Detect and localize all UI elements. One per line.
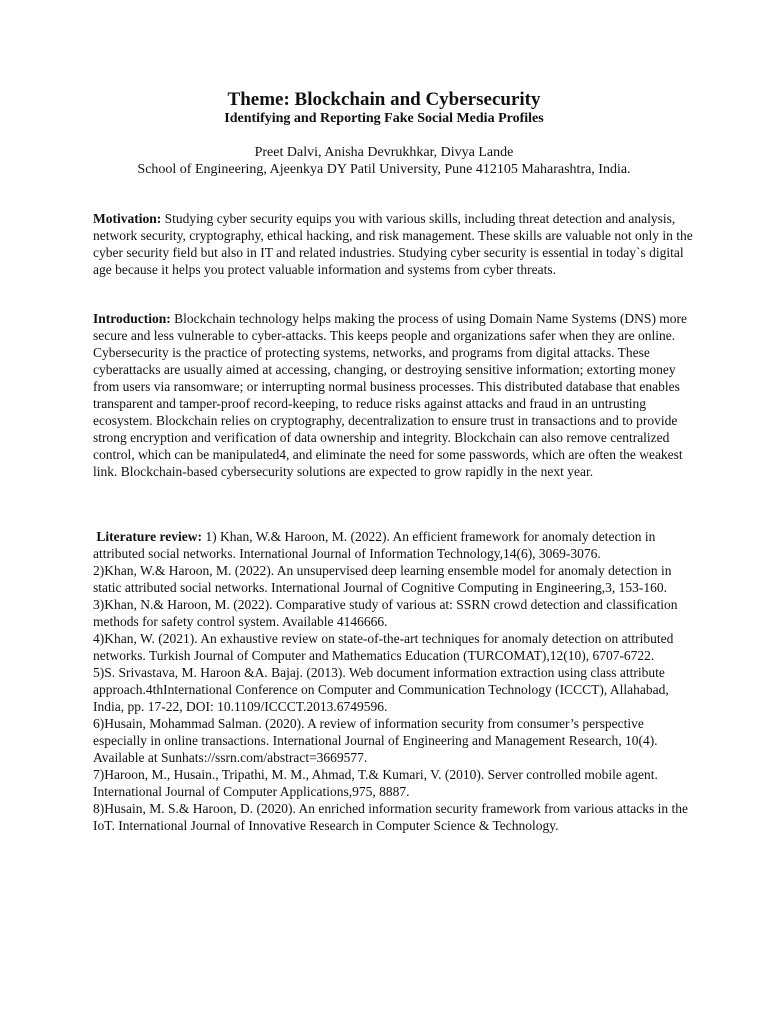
motivation-heading: Motivation: <box>93 211 162 226</box>
reference-item: 2)Khan, W.& Haroon, M. (2022). An unsupervised deep learning ensemble model for anomaly detection in static attributed social networks. International Journal of Cognitive Computing in Engineering,3, 153-160. <box>93 563 672 595</box>
introduction-heading: Introduction: <box>93 311 171 326</box>
affiliation: School of Engineering, Ajeenkya DY Patil University, Pune 412105 Maharashtra, India. <box>137 162 631 177</box>
literature-heading: Literature review: <box>96 529 202 544</box>
document-title: Theme: Blockchain and Cybersecurity <box>227 89 541 110</box>
reference-item: 5)S. Srivastava, M. Haroon &A. Bajaj. (2013). Web document information extraction using class attribute approach.4thInternational Conference on Computer and Communication Technology (ICCCT), Allahabad, India, pp. 17-22, DOI: 10.1109/ICCCT.2013.6749596. <box>93 665 669 714</box>
reference-text: 1) Khan, W.& Haroon, M. (2022). An efficient framework for anomaly detection in attributed social networks. International Journal of Information Technology,14(6), 3069-3076. <box>93 529 656 561</box>
introduction-section <box>93 310 693 480</box>
reference-item: 8)Husain, M. S.& Haroon, D. (2020). An enriched information security framework from various attacks in the IoT. International Journal of Innovative Research in Computer Science & Technology. <box>93 801 688 833</box>
literature-section <box>93 528 693 834</box>
reference-item <box>93 528 693 562</box>
author-list: Preet Dalvi, Anisha Devrukhkar, Divya Lande <box>254 145 514 160</box>
reference-item: 3)Khan, N.& Haroon, M. (2022). Comparative study of various at: SSRN crowd detection and classification methods for safety control system. Available 4146666. <box>93 597 678 629</box>
motivation-text: Studying cyber security equips you with various skills, including threat detection and analysis, network security, cryptography, ethical hacking, and risk management. These skills are valuable not only in the cyber security field but also in IT and related industries. Studying cyber security is essential in today`s digital age because it helps you protect valuable information and systems from cyber threats. <box>93 211 693 277</box>
motivation-section <box>93 210 693 278</box>
reference-item: 7)Haroon, M., Husain., Tripathi, M. M., Ahmad, T.& Kumari, V. (2010). Server controlled mobile agent. International Journal of Computer Applications,975, 8887. <box>93 767 658 799</box>
reference-item: 6)Husain, Mohammad Salman. (2020). A review of information security from consumer’s perspective especially in online transactions. International Journal of Engineering and Management Research, 10(4). Available at Sunhats://ssrn.com/abstract=3669577. <box>93 716 658 765</box>
reference-item: 4)Khan, W. (2021). An exhaustive review on state-of-the-art techniques for anomaly detection on attributed networks. Turkish Journal of Computer and Mathematics Education (TURCOMAT),12(10), 6707-6722. <box>93 631 674 663</box>
introduction-text: Blockchain technology helps making the process of using Domain Name Systems (DNS) more secure and less vulnerable to cyber-attacks. This keeps people and organizations safer when they are online. Cybersecurity is the practice of protecting systems, networks, and programs from digital attacks. These cyberattacks are usually aimed at accessing, changing, or destroying sensitive information; extorting money from users via ransomware; or interrupting normal business processes. This distributed database that enables transparent and tamper-proof record-keeping, to reduce risks against attacks and fraud in an untrusting ecosystem. Blockchain relies on cryptography, decentralization to ensure trust in transactions and to provide strong encryption and verification of data ownership and integrity. Blockchain can also remove centralized control, which can be manipulated4, and eliminate the need for some passwords, which are often the weakest link. Blockchain-based cybersecurity solutions are expected to grow rapidly in the next year. <box>93 311 688 479</box>
document-subtitle: Identifying and Reporting Fake Social Media Profiles <box>224 111 544 126</box>
